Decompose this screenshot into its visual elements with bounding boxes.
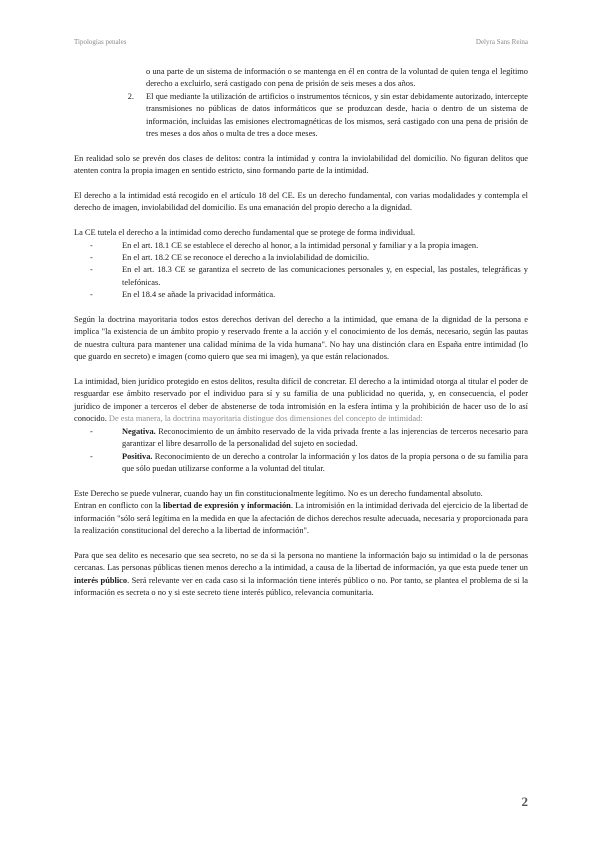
dimension-text bbox=[122, 426, 528, 451]
bold-term: interés público bbox=[74, 575, 128, 585]
dash-marker: - bbox=[90, 426, 93, 436]
dimension-description: Reconocimiento de un derecho a controlar la información y los datos de la propia persona o de su familia para que sólo puedan utilizarse conforme a la voluntad del titular. bbox=[122, 451, 528, 473]
paragraph bbox=[74, 376, 528, 426]
list-item bbox=[74, 289, 528, 301]
item-number: 2. bbox=[127, 91, 134, 101]
text: Para que sea delito es necesario que sea secreto, no se da si la persona no mantiene la información bajo su intimidad o la de personas cercanas. Las personas públicas tienen menos derecho a la intimidad, a causa de la libertad de información, ya que esta puede tener un bbox=[74, 550, 528, 573]
dash-marker: - bbox=[90, 253, 93, 263]
document-body bbox=[74, 66, 528, 599]
list-item-text: En el art. 18.2 CE se reconoce el derecho a la inviolabilidad de domicilio. bbox=[122, 253, 369, 263]
list-item-text: En el art. 18.3 CE se garantiza el secreto de las comunicaciones personales y, en especial, las postales, telegráficas y telefónicas. bbox=[122, 265, 528, 287]
list-item-text: En el art. 18.1 CE se establece el derecho al honor, a la intimidad personal y familiar y a la propia imagen. bbox=[122, 240, 479, 250]
list-item-text: En el 18.4 se añade la privacidad informática. bbox=[122, 290, 276, 300]
dash-marker: - bbox=[90, 290, 93, 300]
text: . Será relevante ver en cada caso si la información tiene interés público o no. Por tanto, se plantea el problema de si la información es secreta o no y si este secreto tiene interés público, relevancia comunitaria. bbox=[74, 575, 528, 597]
dash-marker: - bbox=[90, 265, 93, 275]
dimension-item bbox=[74, 451, 528, 476]
paragraph bbox=[74, 550, 528, 600]
dimension-label: Negativa. bbox=[122, 426, 156, 436]
paragraph: Según la doctrina mayoritaria todos estos derechos derivan del derecho a la intimidad, que emana de la dignidad de la persona e implica "la existencia de un ámbito propio y reservado frente a la acción y el conocimiento de los demás, necesario, según las pautas de nuestra cultura para mantener una calidad mínima de la vida humana". No hay una distinción clara en España entre intimidad (lo que guardo en secreto) e imagen (como quiero que sea mi imagen), ya que están relacionados. bbox=[74, 315, 528, 362]
bold-term: libertad de expresión y información bbox=[163, 501, 291, 511]
dash-marker: - bbox=[90, 240, 93, 250]
dimension-label: Positiva. bbox=[122, 451, 153, 461]
numbered-item bbox=[74, 91, 528, 141]
dimension-description: Reconocimiento de un ámbito reservado de la vida privada frente a las injerencias de terceros necesario para garantizar el libre desarrollo de la personalidad del sujeto en sociedad. bbox=[122, 426, 529, 449]
header-title: Tipologías penales bbox=[74, 38, 127, 46]
paragraph: La CE tutela el derecho a la intimidad como derecho fundamental que se protege de forma individual. bbox=[74, 228, 416, 238]
paragraph bbox=[74, 500, 528, 537]
continued-paragraph: o una parte de un sistema de información o se mantenga en él en contra de la voluntad de quien tenga el legítimo derecho a excluirlo, será castigado con pena de prisión de seis meses a dos años. bbox=[146, 67, 528, 89]
paragraph-text: La intimidad, bien jurídico protegido en estos delitos, resulta difícil de concretar. El derecho a la intimidad otorga al titular el poder de resguardar ese ámbito reservado por el individuo para sí y su familia de una publicidad no querida, y, en consecuencia, el poder jurídico de imponer a terceros el deber de abstenerse de toda intromisión en la esfera íntima y la prohibición de hacer uso de lo así conocido. bbox=[74, 377, 528, 424]
grey-text: De esta manera, la doctrina mayoritaria distingue dos dimensiones del concepto de intimidad: bbox=[108, 414, 423, 424]
text: . La intromisión en la intimidad derivada del ejercicio de la libertad de información "sólo será legítima en la medida en que la afectación de dichos derechos resulte adecuada, necesaria y proporcionada para la realización constitucional del derecho a la libertad de información". bbox=[74, 501, 529, 535]
paragraph: En realidad solo se prevén dos clases de delitos: contra la intimidad y contra la inviolabilidad del domicilio. No figuran delitos que atenten contra la propia imagen en sentido estricto, sino formando parte de la intimidad. bbox=[74, 153, 528, 176]
text: Entran en conflicto con la bbox=[74, 501, 161, 511]
list-item bbox=[74, 252, 528, 264]
dimension-item bbox=[74, 426, 528, 451]
paragraph: Este Derecho se puede vulnerar, cuando hay un fin constitucionalmente legítimo. No es un derecho fundamental absoluto. bbox=[74, 488, 483, 498]
item-text: El que mediante la utilización de artificios o instrumentos técnicos, y sin estar debidamente autorizado, intercepte transmisiones no públicas de datos informáticos que se produzcan desde, hacia o dentro de un sistema de información, incluidas las emisiones electromagnéticas de los mismos, será castigado con una pena de prisión de tres meses a dos años o multa de tres a doce meses. bbox=[146, 91, 528, 139]
list-item bbox=[74, 264, 528, 289]
page-header bbox=[74, 38, 528, 50]
paragraph: El derecho a la intimidad está recogido en el artículo 18 del CE. Es un derecho fundamental, con varias modalidades y contempla el derecho de imagen, inviolabilidad del domicilio. Es una emanación del propio derecho a la dignidad. bbox=[74, 191, 528, 213]
header-author: Delyra Sans Reina bbox=[475, 38, 528, 46]
page-number: 2 bbox=[521, 794, 528, 809]
dash-marker: - bbox=[90, 451, 93, 461]
dimension-text bbox=[122, 451, 528, 476]
list-item bbox=[74, 240, 528, 252]
